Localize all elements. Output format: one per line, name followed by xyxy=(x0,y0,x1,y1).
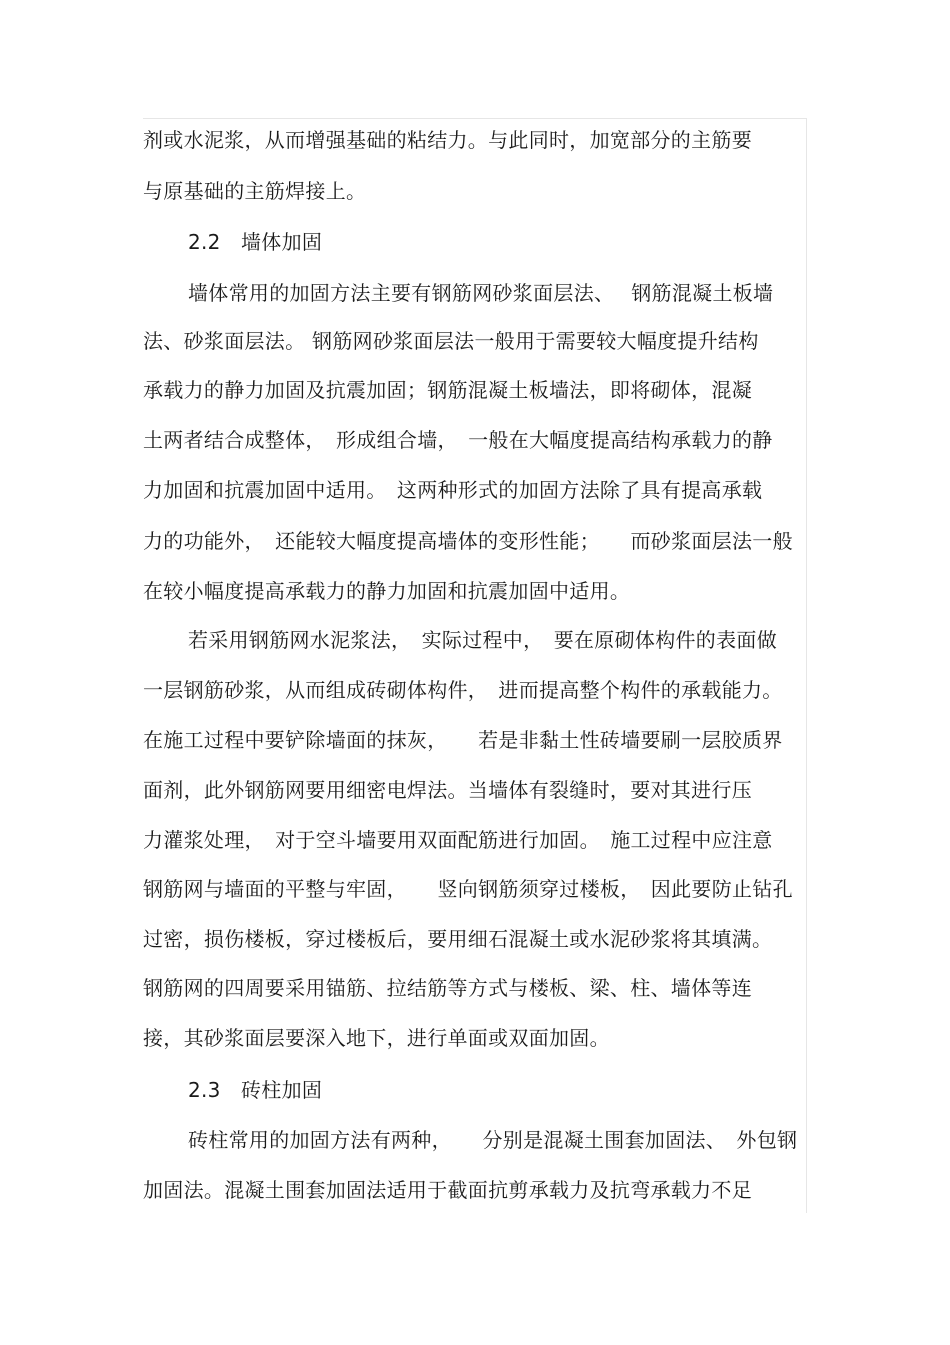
text-line: 砖柱常用的加固方法有两种， 分别是混凝土围套加固法、 外包钢 xyxy=(188,1128,798,1152)
text-line: 法、砂浆面层法。 钢筋网砂浆面层法一般用于需要较大幅度提升结构 xyxy=(143,329,759,353)
text-line: 力灌浆处理， 对于空斗墙要用双面配筋进行加固。 施工过程中应注意 xyxy=(143,828,773,852)
text-line: 接，其砂浆面层要深入地下，进行单面或双面加固。 xyxy=(143,1026,610,1050)
text-line: 过密，损伤楼板，穿过楼板后，要用细石混凝土或水泥砂浆将其填满。 xyxy=(143,927,773,951)
text-line: 加固法。混凝土围套加固法适用于截面抗剪承载力及抗弯承载力不足 xyxy=(143,1178,752,1202)
text-line: 面剂，此外钢筋网要用细密电焊法。当墙体有裂缝时，要对其进行压 xyxy=(143,778,752,802)
section-heading: 2.2 墙体加固 xyxy=(188,230,323,254)
text-line: 若采用钢筋网水泥浆法， 实际过程中， 要在原砌体构件的表面做 xyxy=(188,628,777,652)
text-line: 钢筋网与墙面的平整与牢固， 竖向钢筋须穿过楼板， 因此要防止钻孔 xyxy=(143,877,793,901)
text-line: 力的功能外， 还能较大幅度提高墙体的变形性能； 而砂浆面层法一般 xyxy=(143,529,793,553)
text-line: 在施工过程中要铲除墙面的抹灰， 若是非黏土性砖墙要刷一层胶质界 xyxy=(143,728,783,752)
text-line: 剂或水泥浆，从而增强基础的粘结力。与此同时，加宽部分的主筋要 xyxy=(143,128,752,152)
section-heading: 2.3 砖柱加固 xyxy=(188,1078,323,1102)
text-line: 墙体常用的加固方法主要有钢筋网砂浆面层法、 钢筋混凝土板墙 xyxy=(188,281,774,305)
text-line: 钢筋网的四周要采用锚筋、拉结筋等方式与楼板、梁、柱、墙体等连 xyxy=(143,976,752,1000)
text-line: 与原基础的主筋焊接上。 xyxy=(143,179,367,203)
text-line: 承载力的静力加固及抗震加固；钢筋混凝土板墙法，即将砌体，混凝 xyxy=(143,378,752,402)
text-line: 在较小幅度提高承载力的静力加固和抗震加固中适用。 xyxy=(143,579,631,603)
text-line: 力加固和抗震加固中适用。 这两种形式的加固方法除了具有提高承载 xyxy=(143,478,763,502)
text-line: 土两者结合成整体， 形成组合墙， 一般在大幅度提高结构承载力的静 xyxy=(143,428,773,452)
text-line: 一层钢筋砂浆，从而组成砖砌体构件， 进而提高整个构件的承载能力。 xyxy=(143,678,783,702)
